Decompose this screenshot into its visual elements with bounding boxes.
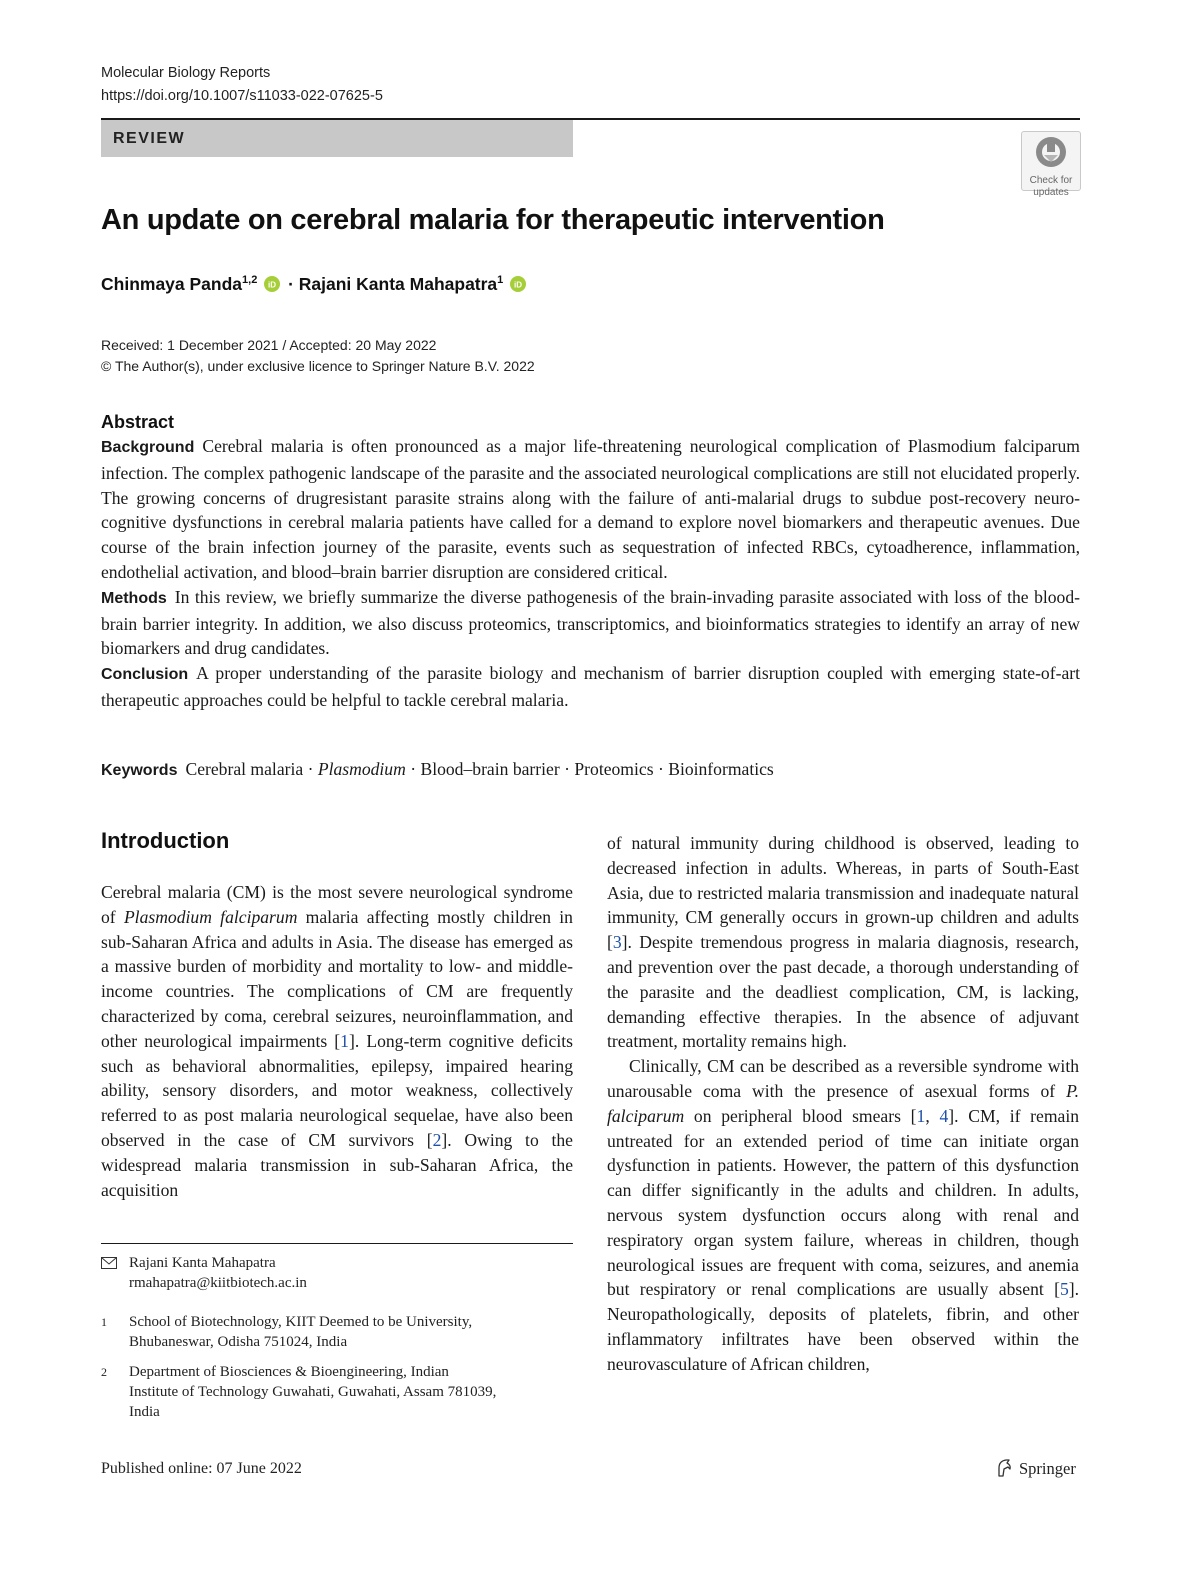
- keyword-separator: ·: [303, 759, 318, 779]
- corresponding-name: Rajani Kanta Mahapatra: [129, 1255, 276, 1271]
- citation-link[interactable]: 5: [1059, 1279, 1069, 1300]
- envelope-icon: [101, 1257, 117, 1269]
- author-affiliation: 1,2: [242, 274, 258, 287]
- journal-name: Molecular Biology Reports: [101, 65, 271, 81]
- body-column-left: [101, 880, 573, 1202]
- keyword: Cerebral malaria: [185, 759, 304, 779]
- keyword: Blood–brain barrier: [420, 759, 560, 779]
- affiliation-1: [101, 1312, 573, 1356]
- keyword-separator: ·: [405, 759, 421, 779]
- keywords-label: Keywords: [101, 762, 178, 779]
- affiliation-number: 1: [101, 1315, 107, 1329]
- intro-paragraph: of natural immunity during childhood is observed, leading to decreased infection in adults. Whereas, in parts of South-East Asia, due to restricted malaria transmission and inadequate natural immunity, CM generally occurs in grown-up children and adults [3]. Despite tremendous progress in malaria diagnosis, research, and prevention over the past decade, a thorough understanding of the parasite and the deadliest complication, CM, is lacking, demanding effective therapies. In the absence of adjuvant treatment, mortality remains high.: [607, 833, 1079, 1052]
- copyright: © The Author(s), under exclusive licence to Springer Nature B.V. 2022: [101, 358, 535, 374]
- published-online: Published online: 07 June 2022: [101, 1460, 302, 1477]
- affiliation-line: Bhubaneswar, Odisha 751024, India: [129, 1334, 348, 1350]
- citation-link[interactable]: 2: [432, 1129, 442, 1150]
- affiliation-line: School of Biotechnology, KIIT Deemed to be University,: [129, 1314, 473, 1330]
- author-list: [101, 274, 529, 295]
- abstract-conclusion: [101, 661, 1080, 713]
- section-heading-introduction: Introduction: [101, 828, 230, 853]
- orcid-icon[interactable]: [510, 276, 526, 292]
- affiliation-line: Institute of Technology Guwahati, Guwahati, Assam 781039,: [129, 1384, 497, 1400]
- keyword: Plasmodium: [317, 759, 406, 779]
- citation-link[interactable]: 1: [340, 1030, 349, 1051]
- abstract-background: [101, 434, 1080, 585]
- article-title: An update on cerebral malaria for therapeutic intervention: [101, 204, 885, 236]
- doi-link[interactable]: https://doi.org/10.1007/s11033-022-07625-5: [101, 88, 383, 104]
- background-label: Background: [101, 439, 195, 456]
- intro-paragraph: Clinically, CM can be described as a reversible syndrome with unarousable coma with the presence of asexual forms of P. falciparum on peripheral blood smears [1, 4]. CM, if remain untreated for an extended period of time can initiate organ dysfunction in patients. However, the pattern of this dysfunction can differ significantly in the adults and children. In adults, nervous system dysfunction occurs along with renal and respiratory organ system failure, whereas in children, though neurological issues are frequent with coma, seizures, and anemia but respiratory or renal complications are usually absent [5]. Neuropathologically, deposits of platelets, fibrin, and other inflammatory infiltrates have been observed within the neurovasculature of African children,: [607, 1056, 1080, 1374]
- body-column-right: [607, 831, 1079, 1377]
- article-type-band: REVIEW: [101, 120, 573, 157]
- methods-label: Methods: [101, 589, 167, 607]
- abstract: [101, 410, 1080, 713]
- check-for-updates-text-2: updates: [1033, 187, 1069, 198]
- received-accepted: Received: 1 December 2021 / Accepted: 20 May 2022: [101, 337, 437, 353]
- abstract-methods: [101, 585, 1080, 661]
- author-separator: ·: [288, 274, 294, 294]
- affiliation-number: 2: [101, 1365, 107, 1379]
- orcid-icon[interactable]: [264, 276, 280, 292]
- background-text: Cerebral malaria is often pronounced as a major life-threatening neurological complication of Plasmodium falciparum infection. The complex pathogenic landscape of the parasite and the associated neurological complications are still not elucidated properly. The growing concerns of drugresistant parasite strains along with the failure of anti-malarial drugs to subdue post-recovery neuro-cognitive dysfunctions in cerebral malaria patients have called for a demand to explore novel biomarkers and therapeutic avenues. Due course of the brain infection journey of the parasite, events such as sequestration of infected RBCs, cytoadherence, inflammation, endothelial activation, and blood–brain barrier disruption are considered critical.: [101, 436, 1080, 582]
- keyword-separator: ·: [653, 759, 669, 779]
- footnote-rule: [101, 1243, 573, 1244]
- crossmark-icon: [1034, 135, 1068, 169]
- check-for-updates-badge[interactable]: [1021, 131, 1081, 198]
- abstract-heading: Abstract: [101, 412, 175, 432]
- keyword-separator: ·: [559, 759, 575, 779]
- article-dates: [101, 335, 535, 377]
- journal-header: [101, 62, 383, 108]
- svg-text:iD: iD: [268, 280, 277, 290]
- author-name: Chinmaya Panda: [101, 274, 243, 294]
- citation-link[interactable]: 1: [916, 1105, 926, 1126]
- keywords: [101, 757, 1080, 783]
- intro-paragraph: Cerebral malaria (CM) is the most severe neurological syndrome of Plasmodium falciparum malaria affecting mostly children in sub-Saharan Africa and adults in Asia. The disease has emerged as a massive burden of morbidity and mortality to low- and middle-income countries. The complications of CM are frequently characterized by coma, cerebral seizures, neuroinflammation, and other neurological impairments [1]. Long-term cognitive deficits such as behavioral abnormalities, epilepsy, impaired hearing ability, sensory disorders, and motor weakness, collectively referred to as post malaria neurological sequelae, have also been observed in the case of CM survivors [2]. Owing to the widespread malaria transmission in sub-Saharan Africa, the acquisition: [101, 882, 573, 1200]
- check-for-updates-text-1: Check for: [1029, 175, 1073, 186]
- keyword: Proteomics: [574, 759, 654, 779]
- conclusion-label: Conclusion: [101, 666, 189, 684]
- corresponding-author: [101, 1253, 573, 1297]
- affiliation-2: [101, 1362, 573, 1426]
- springer-horse-icon: [995, 1458, 1015, 1478]
- methods-text: In this review, we briefly summarize the diverse pathogenesis of the brain-invading parasite associated with loss of the blood-brain barrier integrity. In addition, we also discuss proteomics, transcriptomics, and bioinformatics strategies to identify an array of new biomarkers and drug candidates.: [101, 586, 1080, 659]
- affiliation-line: Department of Biosciences & Bioengineering, Indian: [129, 1364, 449, 1380]
- svg-text:iD: iD: [514, 280, 523, 290]
- author-affiliation: 1: [497, 274, 504, 287]
- publisher-name: Springer: [1019, 1459, 1076, 1478]
- keyword: Bioinformatics: [668, 759, 774, 779]
- citation-link[interactable]: 3: [612, 932, 622, 953]
- author-name: Rajani Kanta Mahapatra: [298, 274, 498, 294]
- affiliation-line: India: [129, 1404, 160, 1420]
- publisher-logo: [995, 1458, 1076, 1479]
- citation-link[interactable]: 4: [939, 1105, 949, 1126]
- conclusion-text: A proper understanding of the parasite biology and mechanism of barrier disruption coupled with emerging state-of-art therapeutic approaches could be helpful to tackle cerebral malaria.: [101, 663, 1080, 710]
- corresponding-email[interactable]: rmahapatra@kiitbiotech.ac.in: [129, 1275, 307, 1291]
